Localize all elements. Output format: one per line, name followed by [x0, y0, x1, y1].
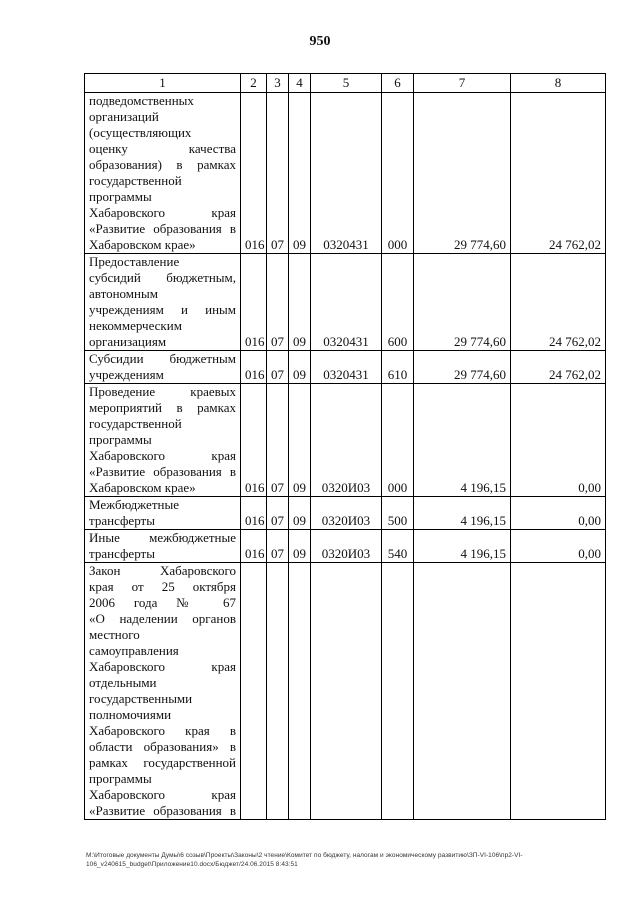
code-subsection-cell: 09 [289, 497, 311, 530]
header-col-6: 6 [382, 74, 414, 93]
row-name-line: образования) в рамках [89, 157, 236, 172]
code-subsection-cell: 09 [289, 254, 311, 351]
row-name-line: Межбюджетные [89, 497, 179, 512]
row-name-line: Хабаровского края [89, 448, 236, 463]
amount-2016-cell: 29 774,60 [414, 93, 511, 254]
table-row [85, 384, 606, 497]
row-name-line: рамках государственной [89, 755, 236, 770]
code-section-cell: 07 [267, 254, 289, 351]
code-ministry-cell: 016 [241, 530, 267, 563]
row-name-line: Закон Хабаровского [89, 563, 236, 578]
row-name-line: программы [89, 432, 152, 447]
row-name-line: организациям [89, 334, 167, 349]
code-section-cell: 07 [267, 497, 289, 530]
row-name-line: государственными [89, 691, 193, 706]
footer-line-2: 106_v240615_budget\Приложение10.docx/Бюджет/24.06.2015 8:43:51 [86, 861, 298, 868]
row-name-line: программы [89, 189, 152, 204]
code-section-cell: 07 [267, 93, 289, 254]
budget-table [84, 73, 606, 820]
row-name-line: края от 25 октября [89, 579, 236, 594]
row-name-line: Хабаровского края [89, 205, 236, 220]
row-name-line: государственной [89, 416, 182, 431]
amount-2017-cell: 0,00 [511, 497, 606, 530]
row-name-cell [85, 351, 241, 384]
row-name-cell [85, 497, 241, 530]
row-name-line: автономным [89, 286, 158, 301]
row-name-line: области образования» в [89, 739, 236, 754]
header-col-2: 2 [241, 74, 267, 93]
table-body [85, 93, 606, 820]
row-name-line: Хабаровского края в [89, 723, 236, 738]
code-article-cell: 0320И03 [311, 384, 382, 497]
code-expense-type-cell: 610 [382, 351, 414, 384]
code-expense-type-cell [382, 563, 414, 820]
row-name-cell [85, 93, 241, 254]
amount-2016-cell: 29 774,60 [414, 254, 511, 351]
row-name-line: Хабаровском крае» [89, 237, 196, 252]
code-expense-type-cell: 540 [382, 530, 414, 563]
code-article-cell [311, 563, 382, 820]
row-name-line: «Развитие образования в [89, 221, 236, 236]
code-subsection-cell: 09 [289, 93, 311, 254]
table-row [85, 530, 606, 563]
row-name-line: подведомственных [89, 93, 194, 108]
amount-2016-cell: 29 774,60 [414, 351, 511, 384]
page-number: 950 [309, 34, 331, 49]
code-section-cell [267, 563, 289, 820]
code-subsection-cell: 09 [289, 530, 311, 563]
row-name-line: (осуществляющих [89, 125, 192, 140]
code-ministry-cell: 016 [241, 384, 267, 497]
code-section-cell: 07 [267, 530, 289, 563]
row-name-line: самоуправления [89, 643, 179, 658]
row-name-line: Иные межбюджетные [89, 530, 236, 545]
file-path-footer [86, 851, 616, 869]
row-name-line: программы [89, 771, 152, 786]
header-col-7: 7 [414, 74, 511, 93]
row-name-line: трансферты [89, 546, 155, 561]
code-expense-type-cell: 500 [382, 497, 414, 530]
header-col-5: 5 [311, 74, 382, 93]
code-ministry-cell: 016 [241, 497, 267, 530]
row-name-line: Хабаровского края [89, 659, 236, 674]
row-name-line: Хабаровском крае» [89, 480, 196, 495]
row-name-line: оценку качества [89, 141, 236, 156]
amount-2017-cell: 24 762,02 [511, 351, 606, 384]
row-name-line: трансферты [89, 513, 155, 528]
row-name-line: «О наделении органов [89, 611, 236, 626]
header-col-8: 8 [511, 74, 606, 93]
table-row [85, 93, 606, 254]
row-name-line: Предоставление [89, 254, 180, 269]
code-ministry-cell: 016 [241, 351, 267, 384]
code-subsection-cell: 09 [289, 351, 311, 384]
code-ministry-cell: 016 [241, 93, 267, 254]
table-row [85, 351, 606, 384]
code-ministry-cell: 016 [241, 254, 267, 351]
amount-2016-cell [414, 563, 511, 820]
code-article-cell: 0320431 [311, 93, 382, 254]
header-col-3: 3 [267, 74, 289, 93]
table-row [85, 563, 606, 820]
amount-2016-cell: 4 196,15 [414, 384, 511, 497]
header-col-4: 4 [289, 74, 311, 93]
row-name-line: некоммерческим [89, 318, 182, 333]
row-name-line: государственной [89, 173, 182, 188]
row-name-line: мероприятий в рамках [89, 400, 236, 415]
row-name-line: полномочиями [89, 707, 172, 722]
amount-2016-cell: 4 196,15 [414, 530, 511, 563]
row-name-cell [85, 254, 241, 351]
code-article-cell: 0320И03 [311, 497, 382, 530]
amount-2017-cell [511, 563, 606, 820]
row-name-line: местного [89, 627, 140, 642]
code-ministry-cell [241, 563, 267, 820]
code-article-cell: 0320И03 [311, 530, 382, 563]
code-expense-type-cell: 600 [382, 254, 414, 351]
code-article-cell: 0320431 [311, 254, 382, 351]
row-name-line: организаций [89, 109, 159, 124]
row-name-line: «Развитие образования в [89, 803, 236, 818]
code-section-cell: 07 [267, 351, 289, 384]
amount-2017-cell: 0,00 [511, 384, 606, 497]
table-row [85, 497, 606, 530]
amount-2017-cell: 24 762,02 [511, 254, 606, 351]
amount-2017-cell: 24 762,02 [511, 93, 606, 254]
row-name-line: субсидий бюджетным, [89, 270, 236, 285]
table-row [85, 254, 606, 351]
row-name-cell [85, 530, 241, 563]
code-expense-type-cell: 000 [382, 93, 414, 254]
row-name-line: «Развитие образования в [89, 464, 236, 479]
row-name-line: Хабаровского края [89, 787, 236, 802]
code-expense-type-cell: 000 [382, 384, 414, 497]
amount-2017-cell: 0,00 [511, 530, 606, 563]
code-section-cell: 07 [267, 384, 289, 497]
row-name-line: учреждениям [89, 367, 164, 382]
row-name-line: 2006 года № 67 [89, 595, 236, 610]
code-article-cell: 0320431 [311, 351, 382, 384]
row-name-line: отдельными [89, 675, 157, 690]
row-name-cell [85, 384, 241, 497]
code-subsection-cell [289, 563, 311, 820]
footer-line-1: M:\Итоговые документы Думы\6 созыв\Проекты\Законы\2 чтение\Комитет по бюджету, налогам и экономическому развитию\ЗП-VI-106\пр2-VI- [86, 852, 523, 859]
code-subsection-cell: 09 [289, 384, 311, 497]
header-row [85, 74, 606, 93]
row-name-line: Проведение краевых [89, 384, 236, 399]
row-name-cell [85, 563, 241, 820]
header-col-1: 1 [85, 74, 241, 93]
row-name-line: учреждениям и иным [89, 302, 236, 317]
row-name-line: Субсидии бюджетным [89, 351, 236, 366]
amount-2016-cell: 4 196,15 [414, 497, 511, 530]
